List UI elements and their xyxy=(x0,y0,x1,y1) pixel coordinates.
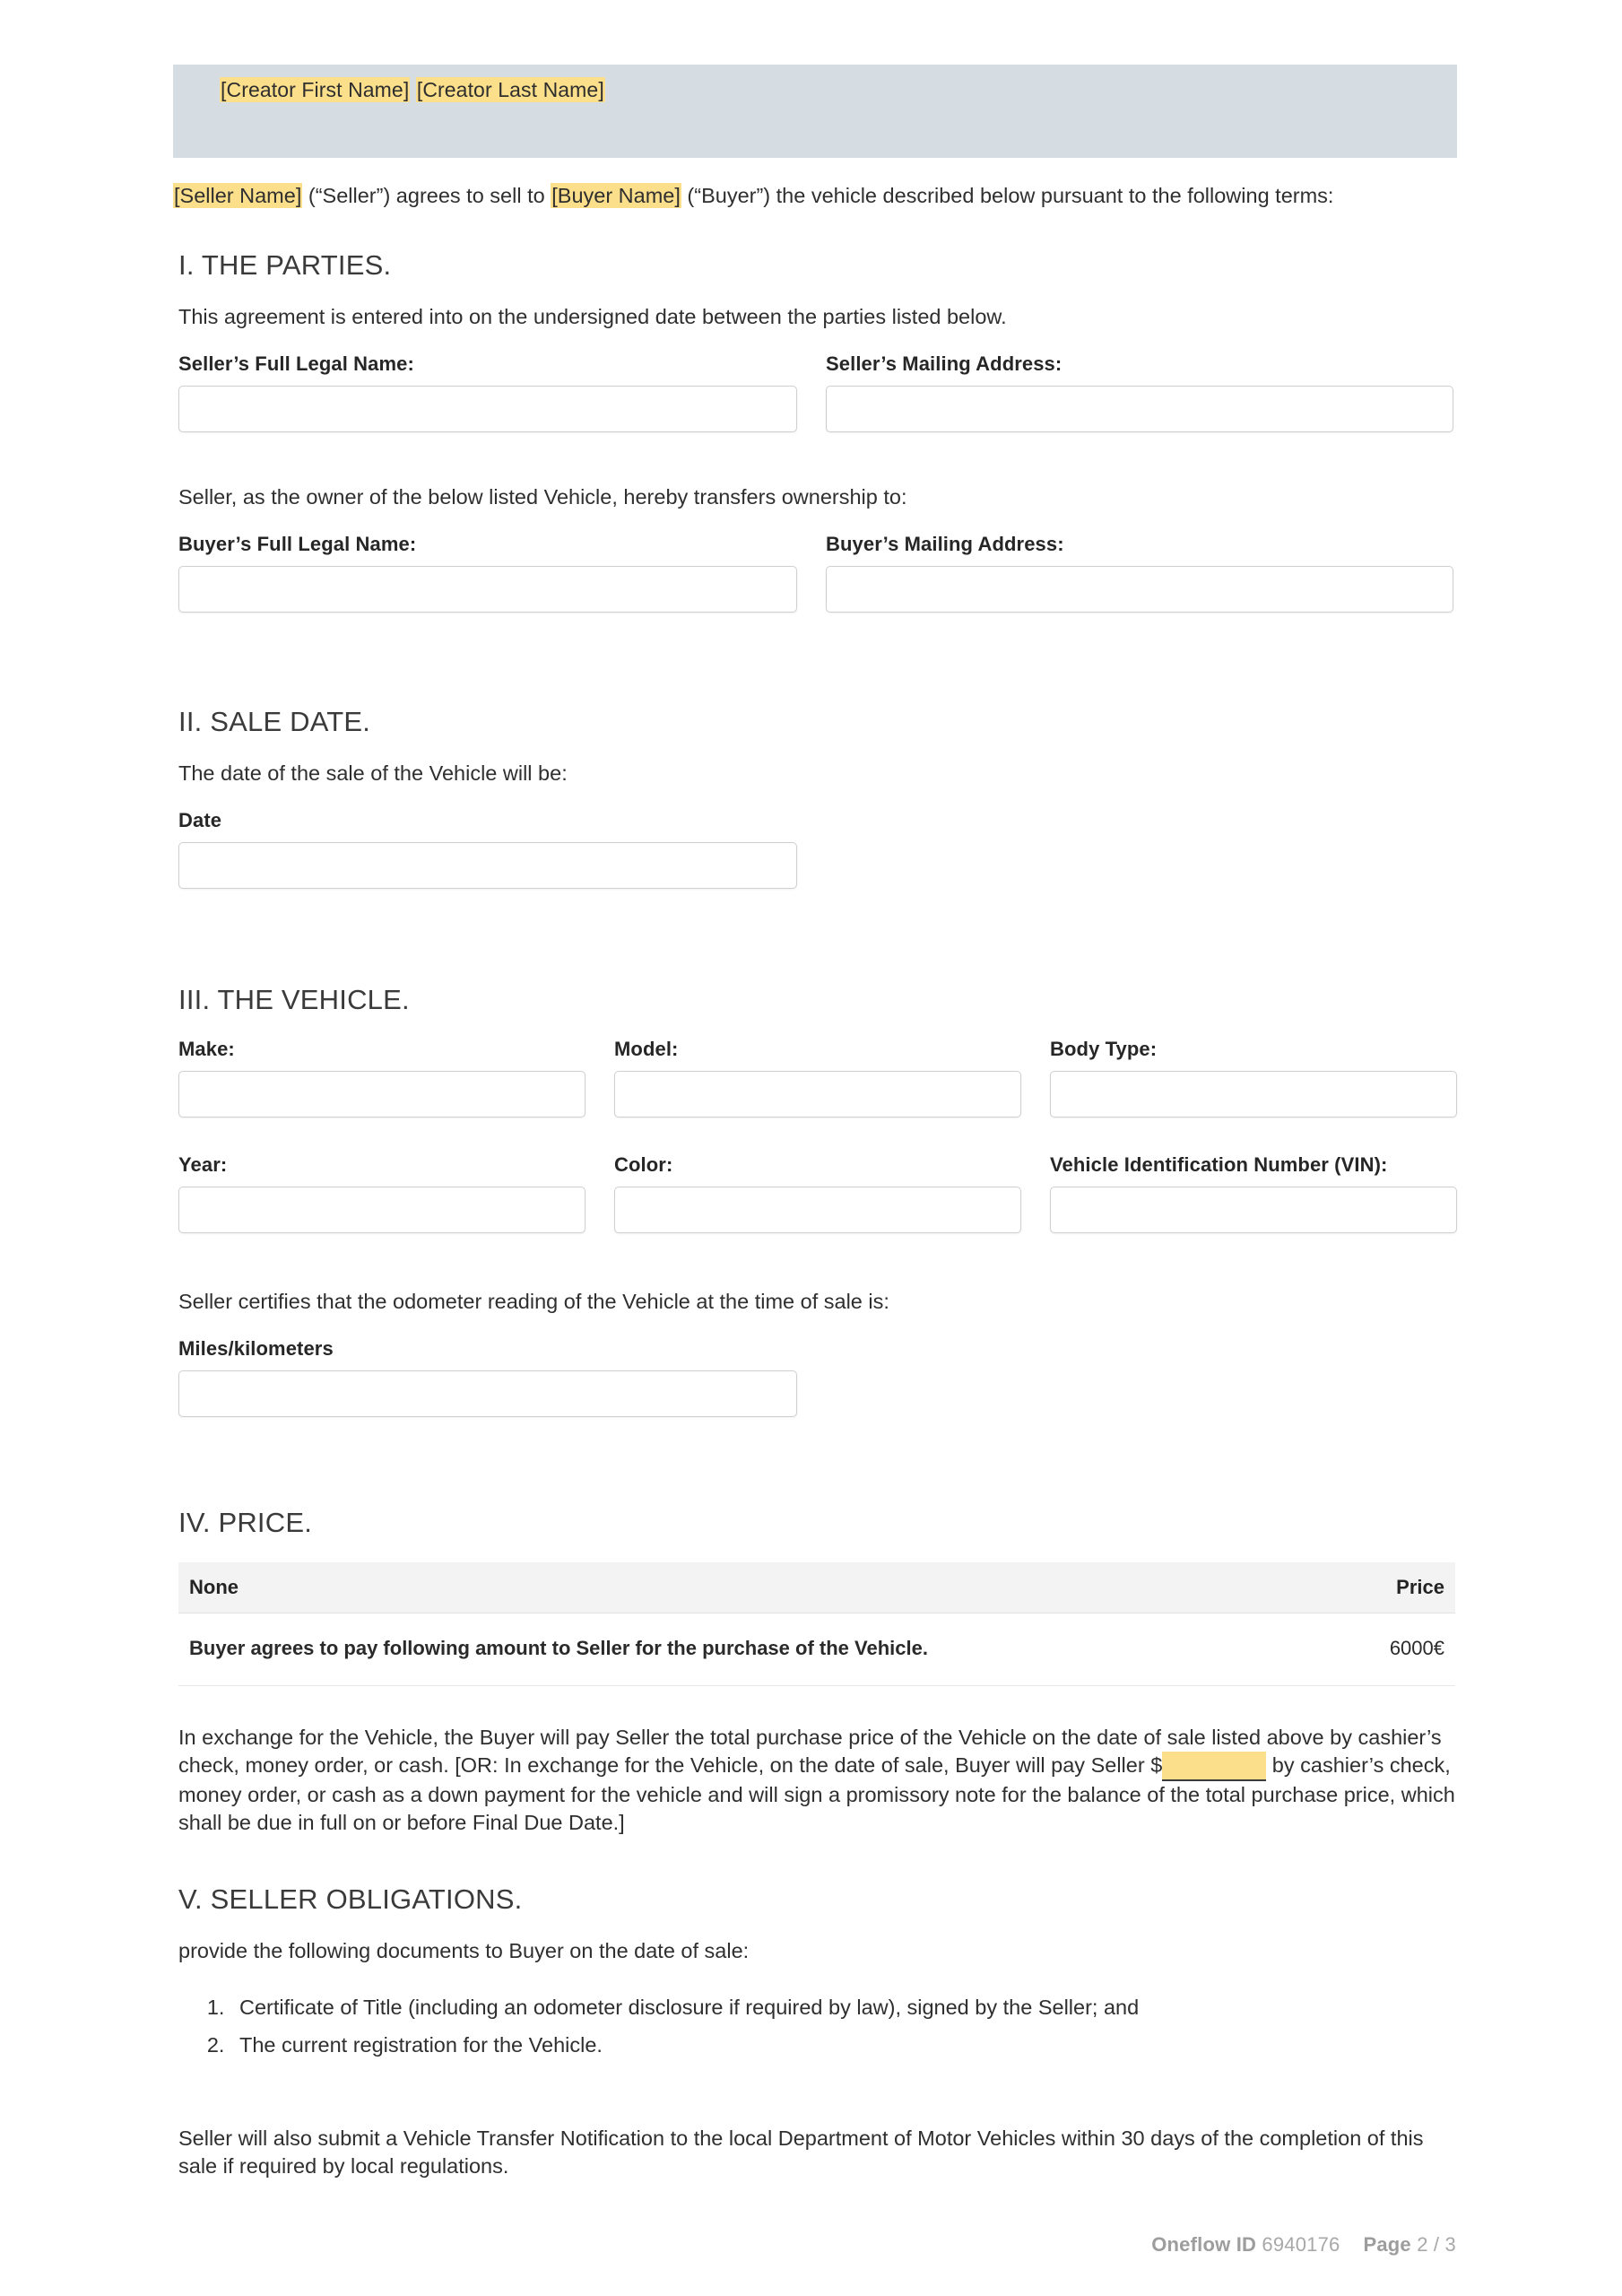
buyer-address-label: Buyer’s Mailing Address: xyxy=(826,533,1064,555)
vehicle-year-input[interactable] xyxy=(178,1187,585,1233)
creator-first-name-token: [Creator First Name] xyxy=(221,78,410,101)
vehicle-model-input[interactable] xyxy=(614,1071,1021,1118)
seller-obligations-list xyxy=(178,1990,1457,2062)
section-heading-sale-date: II. SALE DATE. xyxy=(178,706,371,737)
vehicle-color-field xyxy=(614,1153,1021,1233)
seller-fields-row xyxy=(178,352,1457,432)
seller-address-field xyxy=(826,352,1453,432)
seller-address-label: Seller’s Mailing Address: xyxy=(826,352,1063,375)
price-table-head xyxy=(178,1562,1455,1613)
buyer-name-field xyxy=(178,533,797,613)
price-payment-paragraph xyxy=(178,1724,1457,1837)
vehicle-row-1 xyxy=(178,1038,1457,1118)
page-number-label: Page xyxy=(1363,2233,1411,2256)
list-item: 1. Certificate of Title (including an odometer disclosure if required by law), signed by the Seller; and xyxy=(230,1990,1457,2024)
oneflow-id-value: 6940176 xyxy=(1262,2233,1340,2256)
vehicle-make-input[interactable] xyxy=(178,1071,585,1118)
price-table-col-none: None xyxy=(178,1562,1339,1613)
seller-name-label: Seller’s Full Legal Name: xyxy=(178,352,414,375)
document-content xyxy=(173,0,1457,2180)
odometer-row xyxy=(178,1337,1457,1417)
buyer-address-field xyxy=(826,533,1453,613)
section-heading-seller-obligations: V. SELLER OBLIGATIONS. xyxy=(178,1883,523,1915)
odometer-certify-text: Seller certifies that the odometer reading of the Vehicle at the time of sale is: xyxy=(178,1290,889,1313)
odometer-input[interactable] xyxy=(178,1370,797,1417)
sale-date-input[interactable] xyxy=(178,842,797,889)
seller-obligations-intro-text: provide the following documents to Buyer on the date of sale: xyxy=(178,1939,750,1962)
vehicle-year-field xyxy=(178,1153,585,1233)
vehicle-body-type-label: Body Type: xyxy=(1050,1038,1158,1060)
price-table-col-price: Price xyxy=(1339,1562,1455,1613)
price-table xyxy=(178,1562,1455,1686)
price-paragraph-part2: by cashier’s check, money order, or cash as a down payment for the vehicle and will sign a promissory note for the balance of the total purchase price, which shall be due in full on or before Final Due Date.] xyxy=(178,1753,1455,1834)
vehicle-body-type-input[interactable] xyxy=(1050,1071,1457,1118)
vehicle-model-label: Model: xyxy=(614,1038,679,1060)
buyer-name-label: Buyer’s Full Legal Name: xyxy=(178,533,417,555)
buyer-name-token: [Buyer Name] xyxy=(551,184,681,207)
odometer-label: Miles/kilometers xyxy=(178,1337,334,1360)
list-item: 2. The current registration for the Vehicle. xyxy=(230,2028,1457,2062)
sale-date-field xyxy=(178,809,797,889)
vehicle-make-label: Make: xyxy=(178,1038,235,1060)
vehicle-body-type-field xyxy=(1050,1038,1457,1118)
seller-name-token: [Seller Name] xyxy=(174,184,302,207)
intro-after-seller: (“Seller”) agrees to sell to xyxy=(302,184,551,207)
buyer-address-input[interactable] xyxy=(826,566,1453,613)
page-footer xyxy=(1151,2233,1456,2257)
sale-date-intro-text: The date of the sale of the Vehicle will be: xyxy=(178,761,568,785)
section-heading-price: IV. PRICE. xyxy=(178,1507,313,1538)
vehicle-color-label: Color: xyxy=(614,1153,673,1176)
creator-band xyxy=(173,65,1457,158)
down-payment-blank[interactable] xyxy=(1162,1752,1266,1781)
sale-date-row xyxy=(178,809,1457,889)
seller-address-input[interactable] xyxy=(826,386,1453,432)
price-row-amount: 6000€ xyxy=(1339,1613,1455,1686)
buyer-fields-row xyxy=(178,533,1457,613)
odometer-field xyxy=(178,1337,797,1417)
price-table-body xyxy=(178,1613,1455,1686)
vehicle-vin-input[interactable] xyxy=(1050,1187,1457,1233)
section-heading-vehicle: III. THE VEHICLE. xyxy=(178,984,410,1015)
price-row-description: Buyer agrees to pay following amount to Seller for the purchase of the Vehicle. xyxy=(178,1613,1339,1686)
price-paragraph-part1: In exchange for the Vehicle, the Buyer will pay Seller the total purchase price of the Vehicle on the date of sale listed above by cashier’s check, money order, or cash. [OR: In exchange for the Vehicle, on the date of sale, Buyer will pay Seller $ xyxy=(178,1726,1442,1777)
ownership-transfer-text: Seller, as the owner of the below listed Vehicle, hereby transfers ownership to: xyxy=(178,485,907,509)
section-heading-parties: I. THE PARTIES. xyxy=(178,249,392,281)
table-row xyxy=(178,1613,1455,1686)
vehicle-vin-label: Vehicle Identification Number (VIN): xyxy=(1050,1153,1388,1176)
intro-paragraph xyxy=(173,181,1457,210)
vehicle-model-field xyxy=(614,1038,1021,1118)
seller-name-field xyxy=(178,352,797,432)
buyer-name-input[interactable] xyxy=(178,566,797,613)
vehicle-row-2 xyxy=(178,1153,1457,1233)
price-table-header-row xyxy=(178,1562,1455,1613)
vehicle-make-field xyxy=(178,1038,585,1118)
seller-obligations-closing-text: Seller will also submit a Vehicle Transfer Notification to the local Department of Motor Vehicles within 30 days of the completion of this sale if required by local regulations. xyxy=(178,2126,1424,2178)
sale-date-label: Date xyxy=(178,809,222,831)
vehicle-year-label: Year: xyxy=(178,1153,228,1176)
parties-intro-text: This agreement is entered into on the undersigned date between the parties listed below. xyxy=(178,305,1007,328)
oneflow-id-label: Oneflow ID xyxy=(1151,2233,1257,2256)
vehicle-vin-field xyxy=(1050,1153,1457,1233)
creator-band-line xyxy=(220,76,1457,103)
vehicle-color-input[interactable] xyxy=(614,1187,1021,1233)
creator-last-name-token: [Creator Last Name] xyxy=(416,78,604,101)
page-number-value: 2 / 3 xyxy=(1417,2233,1456,2256)
seller-name-input[interactable] xyxy=(178,386,797,432)
intro-after-buyer: (“Buyer”) the vehicle described below pursuant to the following terms: xyxy=(681,184,1334,207)
